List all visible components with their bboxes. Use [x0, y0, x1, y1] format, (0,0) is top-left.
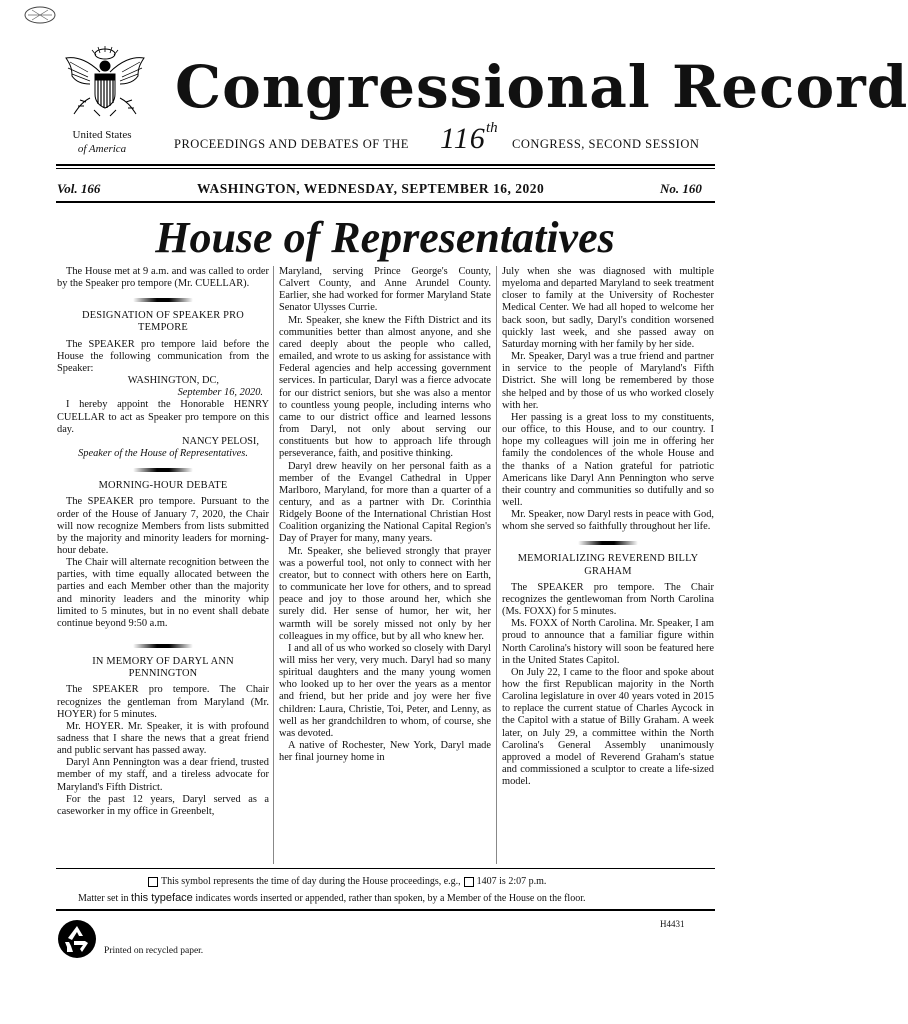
paragraph: July when she was diagnosed with multiple myeloma and departed Maryland to seek treatment closer to family at the University of Rochester Medical Center. We had all hoped to welcome her back soon, but sadly, Daryl's condition worsened quickly last week, and she passed away on Saturday morning with her family by her side.	[502, 266, 714, 350]
issue-number: No. 160	[660, 181, 702, 196]
proceedings-prefix: PROCEEDINGS AND DEBATES OF THE	[174, 137, 409, 151]
rule-under-dateline	[56, 201, 715, 203]
section-ornament	[578, 541, 638, 545]
letter-date: September 16, 2020.	[177, 387, 263, 399]
paragraph: The SPEAKER pro tempore. The Chair recognizes the gentleman from Maryland (Mr. HOYER) for 5 minutes.	[57, 684, 269, 720]
section-ornament	[133, 298, 193, 302]
typeface-note	[78, 892, 585, 904]
country-line1: United States	[72, 129, 132, 141]
signer-title: Speaker of the House of Representatives.	[78, 448, 248, 460]
recycled-note: Printed on recycled paper.	[104, 946, 204, 956]
country-line2: of America	[77, 143, 127, 155]
masthead-title: Congressional Record	[175, 53, 908, 121]
section-heading: MEMORIALIZING REVEREND BILLY GRAHAM	[517, 553, 699, 577]
proceedings-suffix: CONGRESS, SECOND SESSION	[512, 137, 700, 151]
column-1	[57, 266, 269, 818]
paragraph: Daryl Ann Pennington was a dear friend, trusted member of my staff, and a tireless advocate for Maryland's Fifth District.	[57, 757, 269, 793]
paragraph: Ms. FOXX of North Carolina. Mr. Speaker, I am proud to announce that a familiar figure within North Carolina's history will soon be featured here in the United States Capitol.	[502, 618, 714, 666]
rule-top	[56, 164, 715, 166]
congress-suffix: th	[486, 120, 498, 136]
rule-bottom	[56, 909, 715, 911]
paragraph: Mr. Speaker, now Daryl rests in peace with God, whom she served so faithfully throughout her life.	[502, 509, 714, 533]
paragraph: On July 22, I came to the floor and spoke about how the first Republican majority in the North Carolina legislature in over 40 years voted in 2015 to replace the current statue of Charles Aycock in the Capitol with a statue of Billy Graham. A week later, on July 29, a committee within the North Carolina's General Assembly unanimously approved a model of Reverend Graham's statue and commissioned a sculptor to create a life-sized model.	[502, 666, 714, 788]
paragraph: Mr. HOYER. Mr. Speaker, it is with profound sadness that I share the news that a great friend and public servant has passed away.	[57, 720, 269, 757]
great-seal-icon	[60, 42, 150, 128]
column-2	[279, 266, 491, 764]
column-3	[502, 266, 714, 788]
paragraph: The SPEAKER pro tempore laid before the House the following communication from the Speaker:	[57, 338, 269, 374]
symbol-note-text: This symbol represents the time of day during the House proceedings, e.g.,	[161, 876, 461, 887]
section-title: House of Representatives	[155, 213, 615, 262]
paragraph: Mr. Speaker, she believed strongly that prayer was a powerful tool, not only to connect with her creator, but to connect with others here on Earth, to communicate her love for others, and to spread peace and joy to those around her, which she surely did. Her sense of humor, her wit, her warmth will be sorely missed not only by her colleagues in my office, but by all who knew her.	[279, 545, 491, 642]
paragraph: The Chair will alternate recognition between the parties, with time equally allocated between the parties and each Member other than the majority and minority leaders and the minority whip limited to 5 minutes, but in no event shall debate continue beyond 9:50 a.m.	[57, 557, 269, 629]
section-ornament	[133, 644, 193, 648]
congress-number: 116	[440, 122, 486, 155]
paragraph: For the past 12 years, Daryl served as a caseworker in my office in Greenbelt,	[57, 793, 269, 817]
section-heading: DESIGNATION OF SPEAKER PRO TEMPORE	[82, 310, 244, 334]
time-symbol-icon	[148, 877, 158, 887]
paragraph: I and all of us who worked so closely with Daryl will miss her very, very much. Daryl had so many spiritual daughters and the many young women who looked up to her over the years as a mentor and friend, but her pride and joy were her five children: Laura, Christie, Toi, Peter, and Lenny, as well as her grandchildren to whom, of course, she was devoted.	[279, 642, 491, 739]
column-rule	[273, 266, 274, 864]
typeface-note-a: Matter set in	[78, 893, 129, 904]
rule-top-thin	[56, 168, 715, 169]
section-heading: MORNING-HOUR DEBATE	[98, 480, 228, 492]
section-heading: IN MEMORY OF DARYL ANN PENNINGTON	[92, 656, 234, 680]
dateline: WASHINGTON, WEDNESDAY, SEPTEMBER 16, 2020	[197, 181, 545, 196]
rule-footer	[56, 868, 715, 869]
volume-label: Vol. 166	[57, 181, 101, 196]
section-ornament	[133, 468, 193, 472]
paragraph: The SPEAKER pro tempore. The Chair recognizes the gentlewoman from North Carolina (Ms. FOXX) for 5 minutes.	[502, 581, 714, 618]
letter-place: WASHINGTON, DC,	[127, 375, 219, 387]
letter-body: I hereby appoint the Honorable HENRY CUELLAR to act as Speaker pro tempore on this day.	[57, 399, 269, 435]
typeface-sample: this typeface	[131, 892, 193, 904]
paragraph: The House met at 9 a.m. and was called to order by the Speaker pro tempore (Mr. CUELLAR).	[57, 266, 269, 290]
symbol-note	[145, 876, 546, 887]
paragraph: The SPEAKER pro tempore. Pursuant to the order of the House of January 7, 2020, the Chair will now recognize Members from lists submitted by the majority and minority leaders for morning-hour debate.	[57, 496, 269, 556]
column-rule	[496, 266, 497, 864]
paragraph: A native of Rochester, New York, Daryl made her final journey home in	[279, 740, 491, 764]
typeface-note-c: indicates words inserted or appended, rather than spoken, by a Member of the House on the floor.	[195, 893, 586, 904]
symbol-note-example: 1407 is 2:07 p.m.	[476, 876, 547, 887]
paragraph: Her passing is a great loss to my constituents, our office, to this House, and to our country. I hope my colleagues will join me in offering her family the condolences of the whole House and the thanks of a Nation grateful for patriotic Americans like Daryl Ann Pennington who serve their country and communities so dutifully and so well.	[502, 411, 714, 508]
recycle-icon	[57, 919, 97, 959]
time-symbol-icon	[464, 877, 474, 887]
paragraph: Maryland, serving Prince George's County, Calvert County, and Anne Arundel County. Earlier, she had worked for former Maryland State Senator Ulysses Currie.	[279, 266, 491, 314]
paragraph: Daryl drew heavily on her personal faith as a member of the Evangel Cathedral in Upper Marlboro, Maryland, for more than a quarter of a century, and as a partner with Dr. Corinthia Ridgely Boone of the International Christian Host Coalition organizing the National Capital Region's Day of Prayer for many, many years.	[279, 460, 491, 545]
paragraph: Mr. Speaker, Daryl was a true friend and partner in service to the people of Maryland's Fifth District. She will long be remembered by those she helped and by those of us who worked closely with her.	[502, 351, 714, 411]
country-label	[62, 128, 142, 156]
corner-seal-icon	[22, 4, 58, 26]
signer-name: NANCY PELOSI,	[182, 435, 259, 447]
page-id: H4431	[660, 919, 685, 929]
paragraph: Mr. Speaker, she knew the Fifth District and its communities better than almost anyone, and she cared deeply about the people who called, emailed, and wrote to us asking for assistance with Federal agencies and help accessing government services. In particular, Daryl was a fierce advocate for our district seniors, but she was also a mentor to countless young people, including interns who came to our district office and learned lessons from Daryl, not only about serving our constituents but how to approach life through perseverance, faith, and positive thinking.	[279, 314, 491, 460]
